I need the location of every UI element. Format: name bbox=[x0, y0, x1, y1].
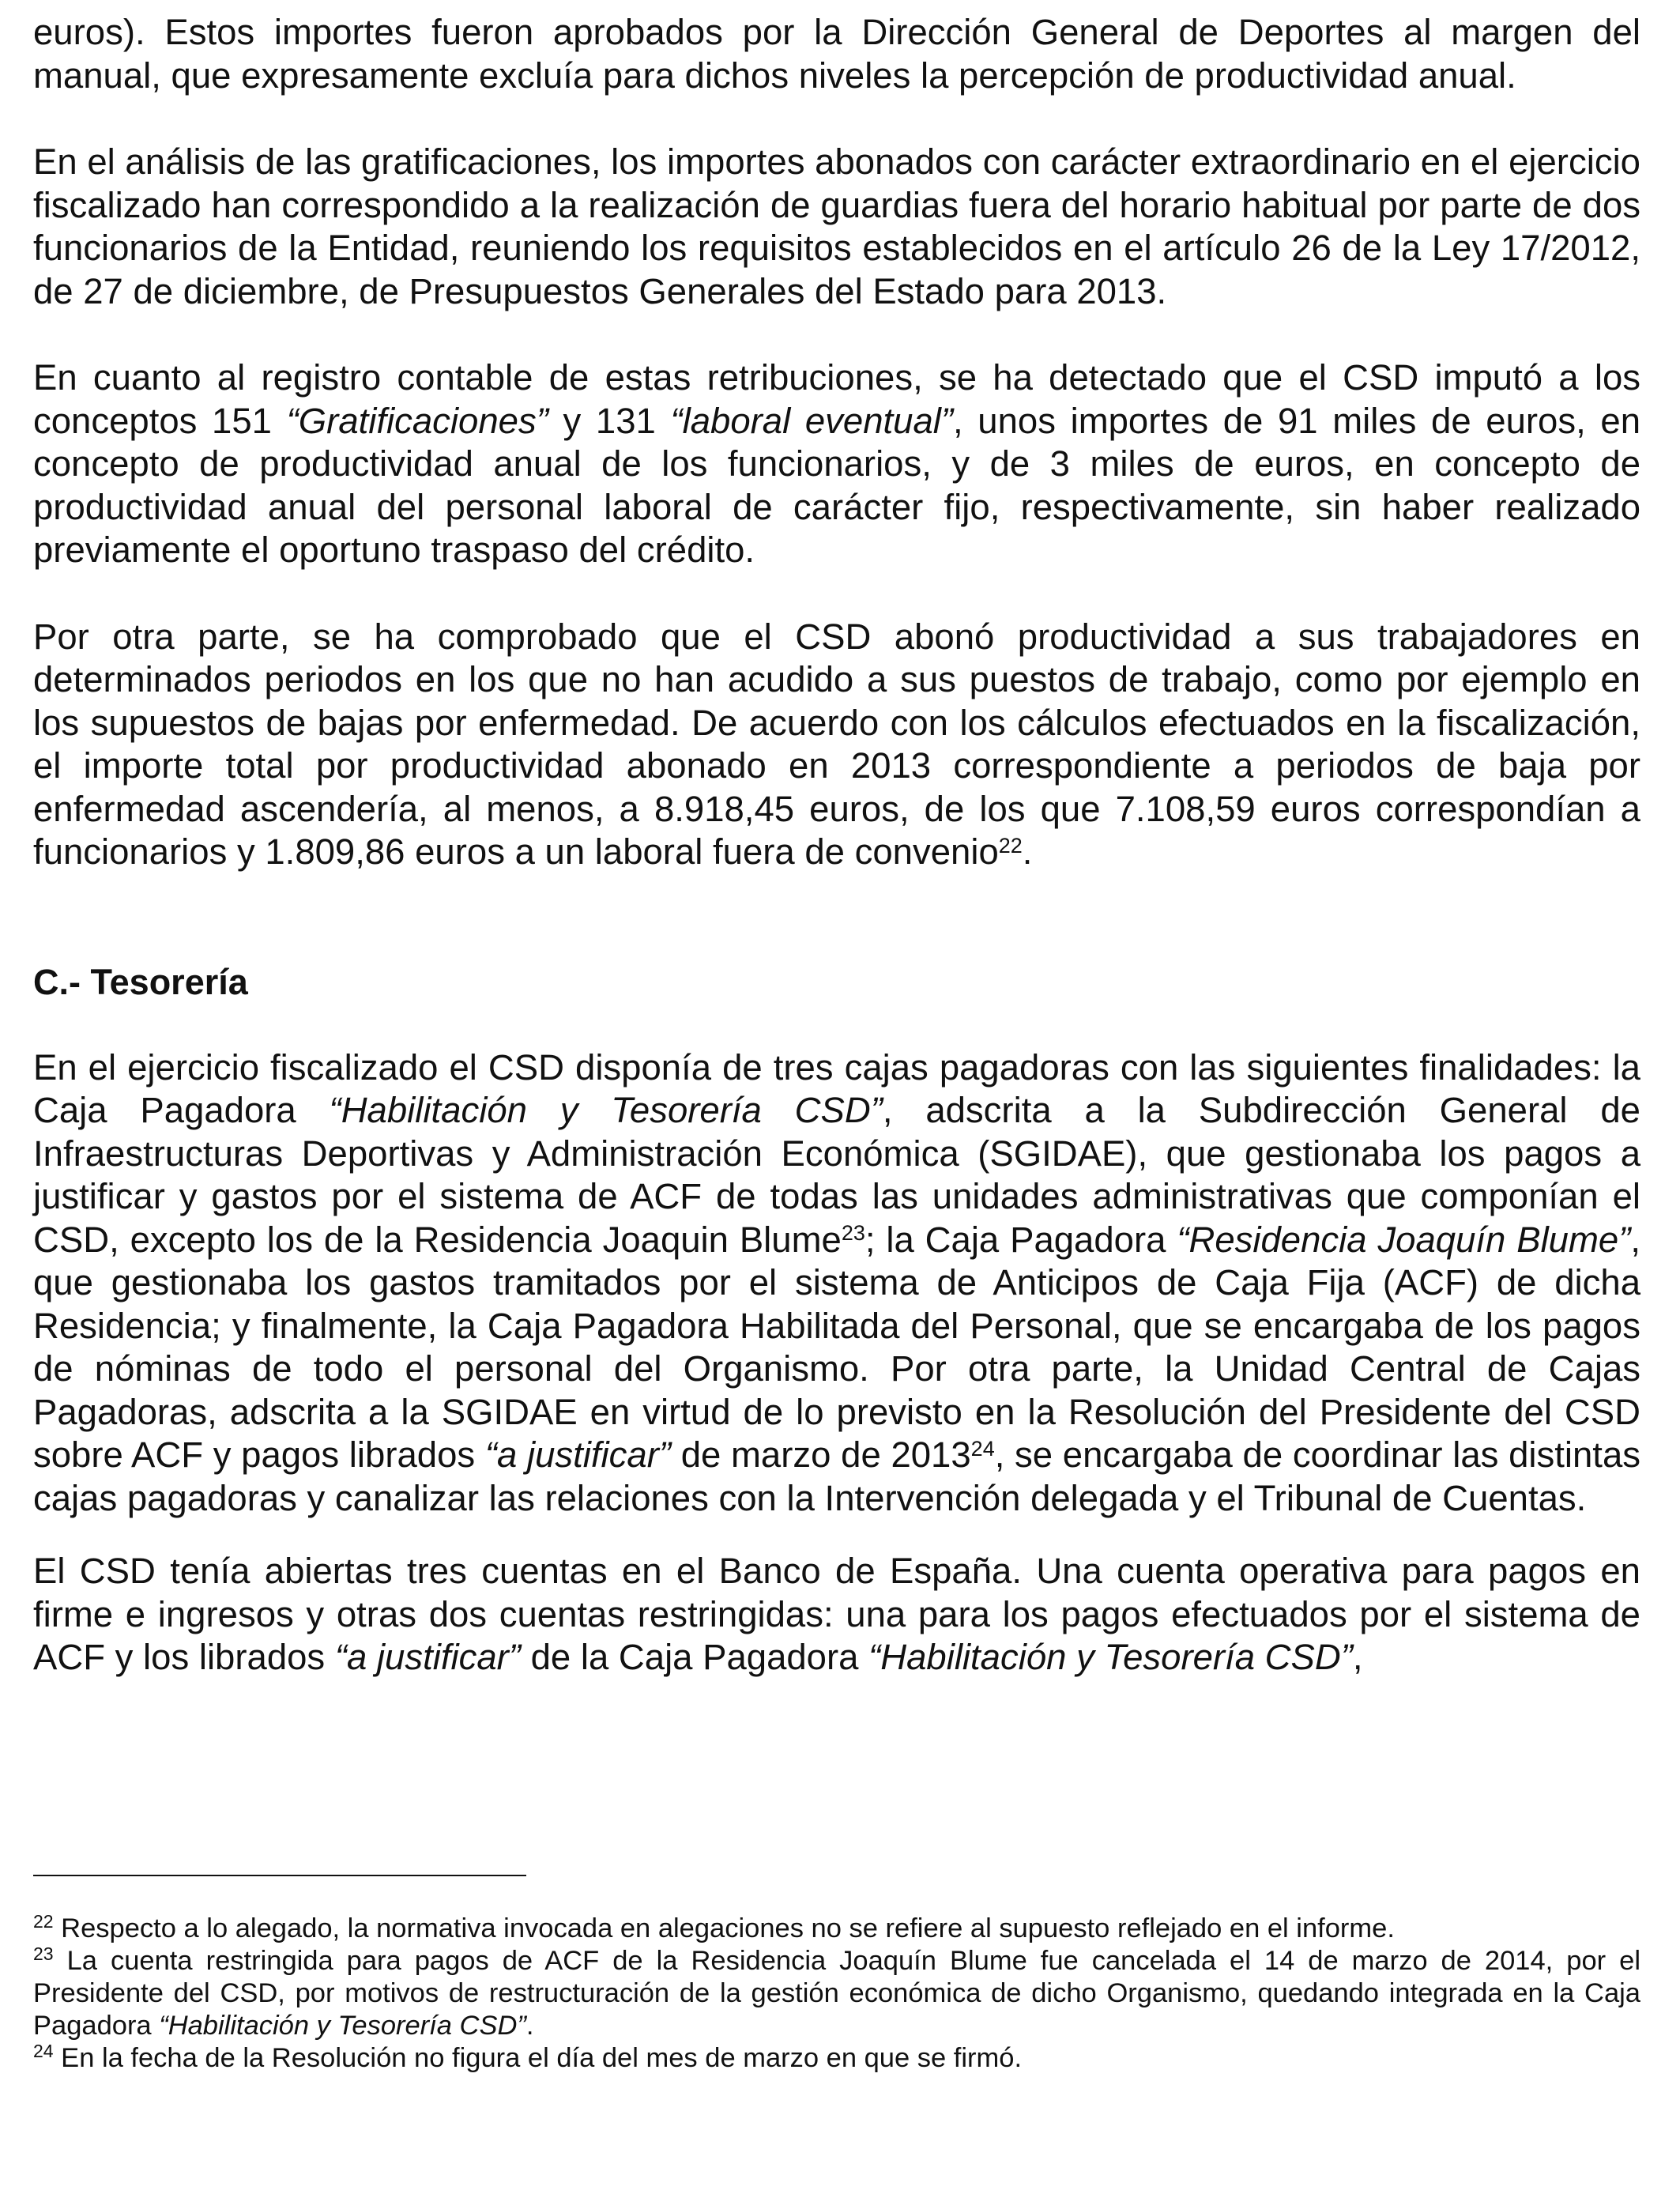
footnote-ref: 23 bbox=[33, 1943, 54, 1964]
text-run: , adscrita a la Subdirección General de Infraestructuras Deportivas y Administración Económica (SGIDAE), que gestionaba los pagos a justificar y gastos por el sistema de ACF de todas las unidades administrativas que componían el CSD, excepto los de la Residencia Joaquin Blume bbox=[33, 1090, 1640, 1260]
footnote-23 bbox=[33, 1945, 1640, 2042]
text-run: , bbox=[1352, 1637, 1363, 1677]
document-page bbox=[33, 11, 1640, 1679]
footnotes-area bbox=[33, 1875, 1640, 2075]
text-run: Respecto a lo alegado, la normativa invocada en alegaciones no se refiere al supuesto reflejado en el informe. bbox=[53, 1913, 1395, 1943]
italic-text: “a justificar” bbox=[334, 1637, 521, 1677]
footnote-22 bbox=[33, 1910, 1640, 1945]
text-run: . bbox=[525, 2011, 534, 2041]
italic-text: “Habilitación y Tesorería CSD” bbox=[159, 2011, 526, 2041]
footnote-separator bbox=[33, 1875, 526, 1876]
footnote-ref: 22 bbox=[33, 1910, 54, 1932]
text-run: , unos importes de 91 miles de euros, en concepto de productividad anual de los funcionarios, y de 3 miles de euros, en concepto de productividad anual del personal laboral de carácter fijo, respectivamente, sin haber realizado previamente el oportuno traspaso del crédito. bbox=[33, 400, 1640, 570]
italic-text: “Gratificaciones” bbox=[286, 400, 548, 441]
text-run: En el análisis de las gratificaciones, los importes abonados con carácter extraordinario en el ejercicio fiscalizado han correspondido a la realización de guardias fuera del horario habitual por parte de dos funcionarios de la Entidad, reuniendo los requisitos establecidos en el artículo 26 de la Ley 17/2012, de 27 de diciembre, de Presupuestos Generales del Estado para 2013. bbox=[33, 141, 1640, 311]
italic-text: “Residencia Joaquín Blume” bbox=[1177, 1219, 1631, 1260]
text-run: y 131 bbox=[548, 400, 671, 441]
italic-text: “laboral eventual” bbox=[670, 400, 954, 441]
text-run: . bbox=[1022, 831, 1033, 872]
text-run: El CSD tenía abiertas tres cuentas en el Banco de España. Una cuenta operativa para pagos en firme e ingresos y otras dos cuentas restringidas: una para los pagos efectuados por el sistema de ACF y los librados bbox=[33, 1551, 1640, 1677]
text-run: euros). Estos importes fueron aprobados por la Dirección General de Deportes al margen del manual, que expresamente excluía para dichos niveles la percepción de productividad anual. bbox=[33, 12, 1640, 96]
text-run: La cuenta restringida para pagos de ACF de la Residencia Joaquín Blume fue cancelada el 14 de marzo de 2014, por el Presidente del CSD, por motivos de restructuración de la gestión económica de dicho Organismo, quedando integrada en la Caja Pagadora bbox=[33, 1946, 1640, 2041]
text-run: , que gestionaba los gastos tramitados por el sistema de Anticipos de Caja Fija (ACF) de dicha Residencia; y finalmente, la Caja Pagadora Habilitada del Personal, que se encargaba de los pagos de nóminas de todo el personal del Organismo. Por otra parte, la Unidad Central de Cajas Pagadoras, adscrita a la SGIDAE en virtud de lo previsto en la Resolución del Presidente del CSD sobre ACF y pagos librados bbox=[33, 1219, 1640, 1475]
text-run: , se encargaba de coordinar las distintas cajas pagadoras y canalizar las relaciones con la Intervención delegada y el Tribunal de Cuentas. bbox=[33, 1434, 1640, 1518]
intro-paragraphs bbox=[33, 11, 1640, 874]
section-paragraphs bbox=[33, 1046, 1640, 1679]
footnote-ref: 24 bbox=[33, 2040, 54, 2061]
footnote-ref: 22 bbox=[998, 833, 1023, 858]
footnote-ref: 24 bbox=[970, 1436, 995, 1461]
footnote-ref: 23 bbox=[841, 1221, 865, 1246]
section-heading-tesoreria: C.- Tesorería bbox=[33, 961, 248, 1002]
text-run: ; la Caja Pagadora bbox=[864, 1219, 1177, 1260]
text-run: En cuanto al registro contable de estas retribuciones, se ha detectado que el CSD imputó a los conceptos 151 bbox=[33, 357, 1640, 441]
footnote-24 bbox=[33, 2042, 1640, 2075]
italic-text: “Habilitación y Tesorería CSD” bbox=[329, 1090, 883, 1130]
italic-text: “Habilitación y Tesorería CSD” bbox=[868, 1637, 1353, 1677]
paragraph-bajas-enfermedad bbox=[33, 616, 1640, 874]
paragraph-registro-contable bbox=[33, 356, 1640, 572]
italic-text: “a justificar” bbox=[484, 1434, 672, 1475]
text-run: En la fecha de la Resolución no figura el día del mes de marzo en que se firmó. bbox=[53, 2043, 1023, 2073]
text-run: de la Caja Pagadora bbox=[520, 1637, 869, 1677]
text-run: de marzo de 2013 bbox=[671, 1434, 971, 1475]
paragraph-cuentas-banco bbox=[33, 1550, 1640, 1679]
text-run: En el ejercicio fiscalizado el CSD disponía de tres cajas pagadoras con las siguientes finalidades: la Caja Pagadora bbox=[33, 1046, 1640, 1130]
text-run: Por otra parte, se ha comprobado que el CSD abonó productividad a sus trabajadores en determinados periodos en los que no han acudido a sus puestos de trabajo, como por ejemplo en los supuestos de bajas por enfermedad. De acuerdo con los cálculos efectuados en la fiscalización, el importe total por productividad abonado en 2013 correspondiente a periodos de baja por enfermedad ascendería, al menos, a 8.918,45 euros, de los que 7.108,59 euros correspondían a funcionarios y 1.809,86 euros a un laboral fuera de convenio bbox=[33, 616, 1640, 872]
paragraph-gratificaciones bbox=[33, 141, 1640, 313]
paragraph-productividad-manual bbox=[33, 11, 1640, 97]
paragraph-cajas-pagadoras bbox=[33, 1046, 1640, 1521]
